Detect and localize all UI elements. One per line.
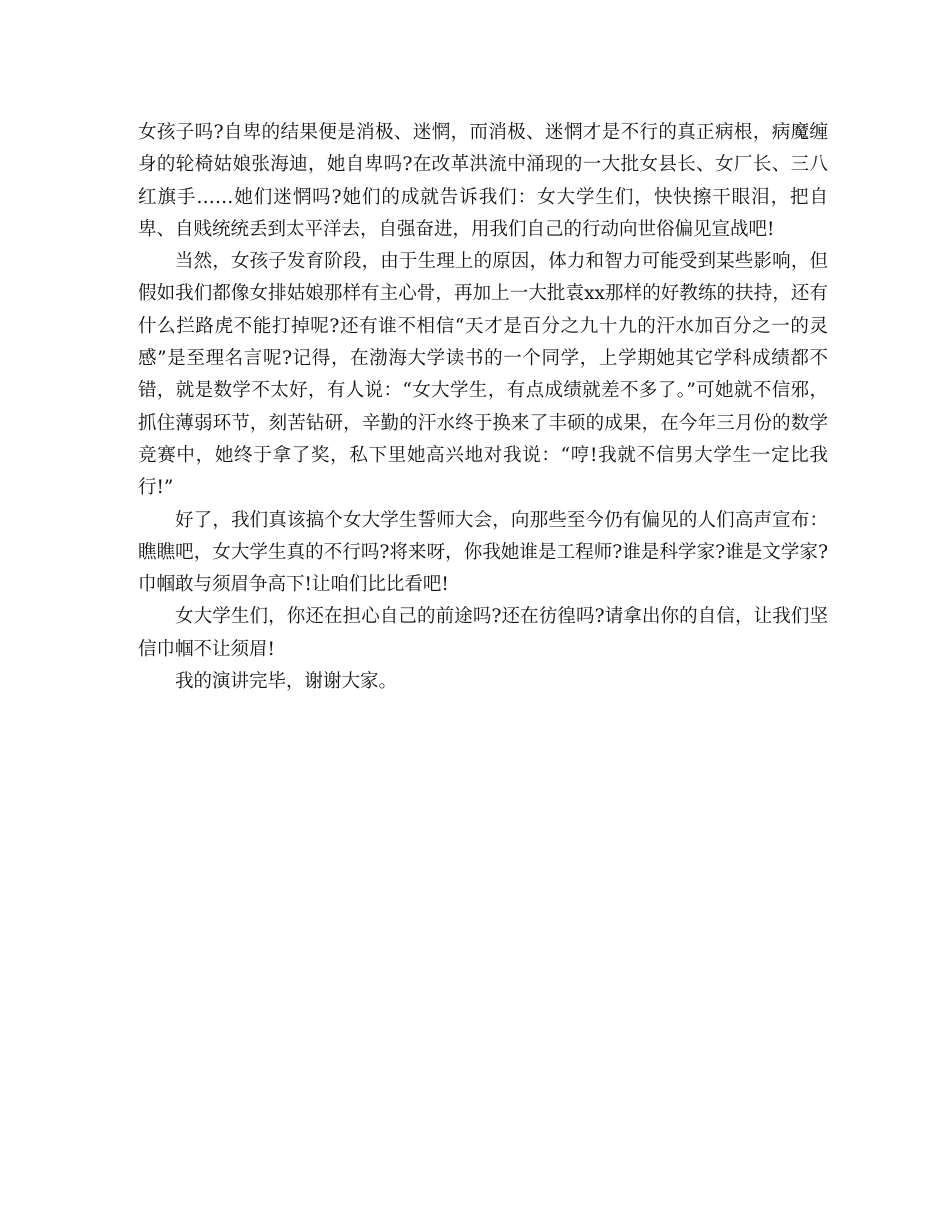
paragraph-4: 女大学生们，你还在担心自己的前途吗?还在彷徨吗?请拿出你的自信，让我们坚信巾帼不让须眉!: [138, 606, 828, 660]
paragraph-5: 我的演讲完毕，谢谢大家。: [175, 671, 398, 693]
paragraph-3: 好了，我们真该搞个女大学生誓师大会，向那些至今仍有偏见的人们高声宣布：瞧瞧吧，女大学生真的不行吗?将来呀，你我她谁是工程师?谁是科学家?谁是文学家?巾帼敢与须眉争高下!让咱们比比看吧!: [138, 509, 828, 596]
paragraph-1: 女孩子吗?自卑的结果便是消极、迷惘，而消极、迷惘才是不行的真正病根，病魔缠身的轮椅姑娘张海迪，她自卑吗?在改革洪流中涌现的一大批女县长、女厂长、三八红旗手……她们迷惘吗?她们的成就告诉我们：女大学生们，快快擦干眼泪，把自卑、自贱统统丢到太平洋去，自强奋进，用我们自己的行动向世俗偏见宣战吧!: [138, 122, 828, 240]
paragraph-2: 当然，女孩子发育阶段，由于生理上的原因，体力和智力可能受到某些影响，但假如我们都像女排姑娘那样有主心骨，再加上一大批袁xx那样的好教练的扶持，还有什么拦路虎不能打掉呢?还有谁不相信“天才是百分之九十九的汗水加百分之一的灵感”是至理名言呢?记得，在渤海大学读书的一个同学，上学期她其它学科成绩都不错，就是数学不太好，有人说：“女大学生，有点成绩就差不多了。”可她就不信邪，抓住薄弱环节，刻苦钻研，辛勤的汗水终于换来了丰硕的成果，在今年三月份的数学竞赛中，她终于拿了奖，私下里她高兴地对我说：“哼!我就不信男大学生一定比我行!”: [138, 251, 828, 499]
document-body: [138, 117, 828, 698]
